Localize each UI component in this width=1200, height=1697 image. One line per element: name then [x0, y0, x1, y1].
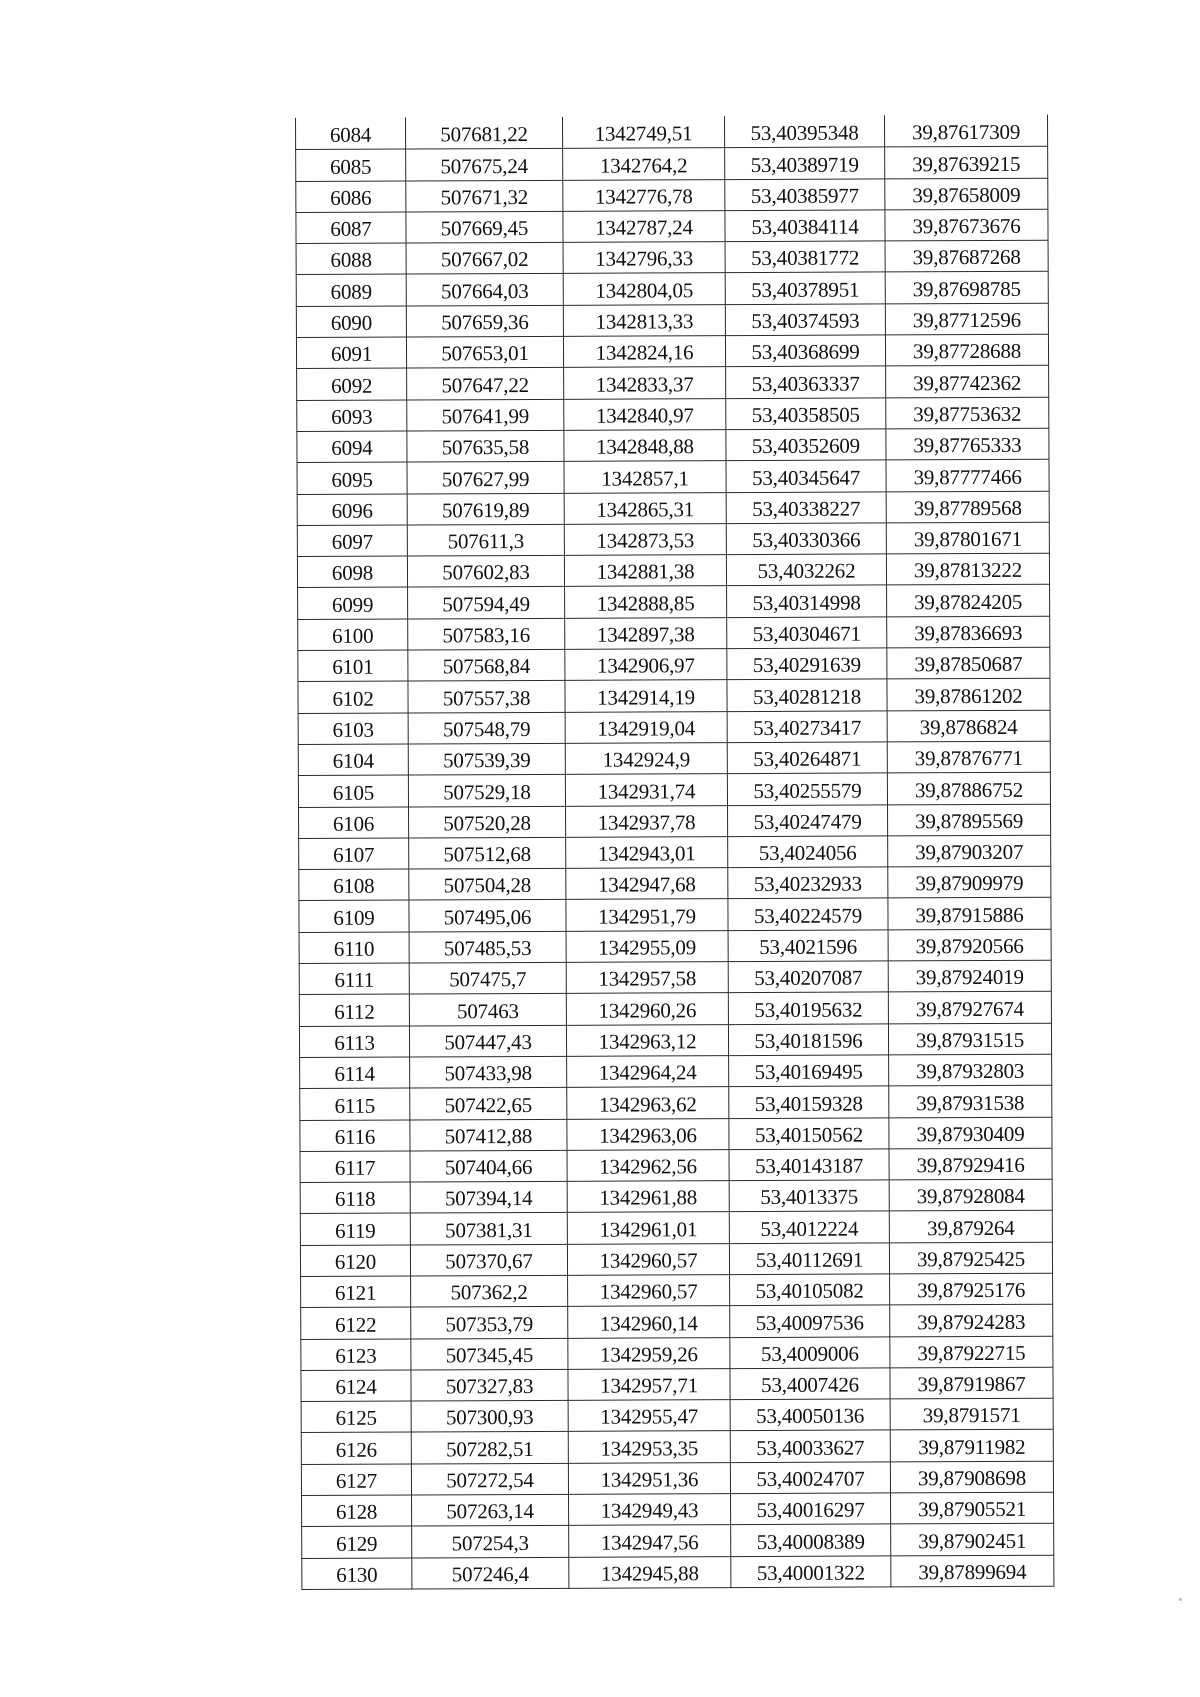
latitude-cell: 53,4024056 [728, 836, 888, 868]
point-number-cell: 6109 [299, 900, 409, 932]
x-coordinate-cell: 507263,14 [412, 1494, 569, 1526]
longitude-cell: 39,87895569 [888, 804, 1051, 836]
table-row [296, 303, 1048, 338]
longitude-cell: 39,87850687 [887, 647, 1050, 679]
longitude-cell: 39,8786824 [887, 710, 1050, 742]
latitude-cell: 53,4032262 [726, 554, 886, 586]
point-number-cell: 6104 [298, 744, 408, 776]
latitude-cell: 53,40358505 [726, 398, 886, 430]
point-number-cell: 6122 [301, 1307, 411, 1339]
x-coordinate-cell: 507647,22 [407, 368, 564, 400]
point-number-cell: 6114 [300, 1057, 410, 1089]
table-row [300, 1117, 1052, 1152]
x-coordinate-cell: 507664,03 [406, 274, 563, 306]
point-number-cell: 6085 [296, 149, 406, 181]
y-coordinate-cell: 1342924,9 [565, 743, 727, 775]
y-coordinate-cell: 1342897,38 [565, 617, 727, 649]
point-number-cell: 6096 [297, 494, 407, 526]
point-number-cell: 6108 [299, 869, 409, 901]
latitude-cell: 53,40112691 [729, 1243, 889, 1275]
point-number-cell: 6086 [296, 181, 406, 213]
longitude-cell: 39,87673676 [885, 209, 1048, 241]
table-row [296, 178, 1048, 213]
table-row [297, 366, 1049, 401]
table-row [297, 428, 1049, 463]
table-row [302, 1555, 1054, 1590]
point-number-cell: 6112 [299, 994, 409, 1026]
y-coordinate-cell: 1342955,09 [566, 930, 728, 962]
y-coordinate-cell: 1342943,01 [566, 836, 728, 868]
coordinates-table-body [296, 115, 1054, 1589]
latitude-cell: 53,40024707 [730, 1462, 890, 1494]
point-number-cell: 6130 [302, 1558, 412, 1590]
table-row [300, 1242, 1052, 1277]
table-row [299, 960, 1051, 995]
table-row [298, 679, 1050, 714]
table-row [301, 1367, 1053, 1402]
table-row [301, 1273, 1053, 1308]
longitude-cell: 39,87728688 [885, 334, 1048, 366]
x-coordinate-cell: 507557,38 [408, 681, 565, 713]
x-coordinate-cell: 507282,51 [411, 1432, 568, 1464]
point-number-cell: 6121 [301, 1276, 411, 1308]
latitude-cell: 53,40105082 [730, 1274, 890, 1306]
x-coordinate-cell: 507548,79 [408, 712, 565, 744]
x-coordinate-cell: 507394,14 [410, 1181, 567, 1213]
y-coordinate-cell: 1342960,57 [567, 1243, 729, 1275]
point-number-cell: 6084 [296, 118, 406, 150]
x-coordinate-cell: 507568,84 [408, 649, 565, 681]
longitude-cell: 39,87899694 [891, 1555, 1054, 1587]
x-coordinate-cell: 507272,54 [411, 1463, 568, 1495]
y-coordinate-cell: 1342953,35 [568, 1431, 730, 1463]
point-number-cell: 6120 [300, 1245, 410, 1277]
table-row [300, 1054, 1052, 1089]
y-coordinate-cell: 1342764,2 [563, 148, 725, 180]
scan-speck [1179, 1598, 1182, 1601]
longitude-cell: 39,87836693 [887, 616, 1050, 648]
latitude-cell: 53,40143187 [729, 1149, 889, 1181]
longitude-cell: 39,87925176 [890, 1273, 1053, 1305]
table-row [301, 1430, 1053, 1465]
table-row [298, 585, 1050, 620]
y-coordinate-cell: 1342824,16 [563, 336, 725, 368]
x-coordinate-cell: 507370,67 [410, 1244, 567, 1276]
x-coordinate-cell: 507447,43 [409, 1025, 566, 1057]
point-number-cell: 6123 [301, 1339, 411, 1371]
latitude-cell: 53,40169495 [729, 1055, 889, 1087]
table-row [299, 804, 1051, 839]
point-number-cell: 6116 [300, 1120, 410, 1152]
coordinates-table-container [295, 115, 1053, 1590]
point-number-cell: 6105 [298, 775, 408, 807]
latitude-cell: 53,40016297 [731, 1493, 891, 1525]
y-coordinate-cell: 1342848,88 [564, 430, 726, 462]
point-number-cell: 6097 [297, 525, 407, 557]
longitude-cell: 39,87861202 [887, 679, 1050, 711]
longitude-cell: 39,87753632 [886, 397, 1049, 429]
longitude-cell: 39,87742362 [886, 366, 1049, 398]
latitude-cell: 53,40381772 [725, 241, 885, 273]
latitude-cell: 53,40352609 [726, 429, 886, 461]
table-row [301, 1461, 1053, 1496]
y-coordinate-cell: 1342945,88 [569, 1556, 731, 1588]
x-coordinate-cell: 507404,66 [410, 1150, 567, 1182]
latitude-cell: 53,40195632 [728, 992, 888, 1024]
latitude-cell: 53,40008389 [731, 1524, 891, 1556]
latitude-cell: 53,40232933 [728, 867, 888, 899]
latitude-cell: 53,40255579 [727, 773, 887, 805]
point-number-cell: 6113 [299, 1026, 409, 1058]
point-number-cell: 6087 [296, 212, 406, 244]
x-coordinate-cell: 507422,65 [410, 1088, 567, 1120]
x-coordinate-cell: 507675,24 [406, 149, 563, 181]
y-coordinate-cell: 1342937,78 [566, 805, 728, 837]
y-coordinate-cell: 1342804,05 [563, 273, 725, 305]
latitude-cell: 53,4009006 [730, 1336, 890, 1368]
longitude-cell: 39,87902451 [891, 1524, 1054, 1556]
latitude-cell: 53,40363337 [726, 366, 886, 398]
table-row [296, 272, 1048, 307]
table-row [298, 772, 1050, 807]
latitude-cell: 53,40050136 [730, 1399, 890, 1431]
table-row [301, 1336, 1053, 1371]
x-coordinate-cell: 507345,45 [411, 1338, 568, 1370]
longitude-cell: 39,87924283 [890, 1304, 1053, 1336]
latitude-cell: 53,40345647 [726, 460, 886, 492]
y-coordinate-cell: 1342881,38 [564, 555, 726, 587]
point-number-cell: 6101 [298, 650, 408, 682]
x-coordinate-cell: 507300,93 [411, 1400, 568, 1432]
table-row [300, 1148, 1052, 1183]
longitude-cell: 39,87813222 [886, 553, 1049, 585]
y-coordinate-cell: 1342951,36 [568, 1462, 730, 1494]
y-coordinate-cell: 1342961,01 [567, 1212, 729, 1244]
latitude-cell: 53,40314998 [727, 585, 887, 617]
latitude-cell: 53,40374593 [725, 304, 885, 336]
x-coordinate-cell: 507671,32 [406, 180, 563, 212]
latitude-cell: 53,40368699 [725, 335, 885, 367]
longitude-cell: 39,8791571 [890, 1398, 1053, 1430]
x-coordinate-cell: 507641,99 [407, 399, 564, 431]
x-coordinate-cell: 507539,39 [408, 743, 565, 775]
longitude-cell: 39,87909979 [888, 866, 1051, 898]
point-number-cell: 6106 [299, 807, 409, 839]
x-coordinate-cell: 507463 [409, 994, 566, 1026]
point-number-cell: 6117 [300, 1151, 410, 1183]
longitude-cell: 39,87777466 [886, 459, 1049, 491]
longitude-cell: 39,87931515 [888, 1023, 1051, 1055]
x-coordinate-cell: 507611,3 [407, 524, 564, 556]
longitude-cell: 39,87801671 [886, 522, 1049, 554]
y-coordinate-cell: 1342931,74 [565, 774, 727, 806]
latitude-cell: 53,4021596 [728, 930, 888, 962]
x-coordinate-cell: 507485,53 [409, 931, 566, 963]
point-number-cell: 6118 [300, 1182, 410, 1214]
longitude-cell: 39,87824205 [887, 585, 1050, 617]
point-number-cell: 6092 [297, 368, 407, 400]
table-row [296, 334, 1048, 369]
table-row [302, 1524, 1054, 1559]
y-coordinate-cell: 1342857,1 [564, 461, 726, 493]
point-number-cell: 6095 [297, 462, 407, 494]
longitude-cell: 39,87929416 [889, 1148, 1052, 1180]
longitude-cell: 39,87922715 [890, 1336, 1053, 1368]
table-row [301, 1304, 1053, 1339]
table-row [298, 647, 1050, 682]
point-number-cell: 6107 [299, 838, 409, 870]
y-coordinate-cell: 1342873,53 [564, 523, 726, 555]
x-coordinate-cell: 507635,58 [407, 430, 564, 462]
latitude-cell: 53,40384114 [725, 210, 885, 242]
table-row [297, 522, 1049, 557]
longitude-cell: 39,87925425 [889, 1242, 1052, 1274]
x-coordinate-cell: 507495,06 [409, 900, 566, 932]
table-row [299, 929, 1051, 964]
x-coordinate-cell: 507504,28 [409, 868, 566, 900]
longitude-cell: 39,87876771 [887, 741, 1050, 773]
x-coordinate-cell: 507669,45 [406, 211, 563, 243]
longitude-cell: 39,87919867 [890, 1367, 1053, 1399]
table-row [300, 1085, 1052, 1120]
latitude-cell: 53,40395348 [724, 116, 884, 148]
x-coordinate-cell: 507246,4 [412, 1557, 569, 1589]
y-coordinate-cell: 1342959,26 [568, 1337, 730, 1369]
point-number-cell: 6099 [298, 587, 408, 619]
table-row [296, 147, 1048, 182]
longitude-cell: 39,87927674 [888, 992, 1051, 1024]
point-number-cell: 6088 [296, 243, 406, 275]
x-coordinate-cell: 507602,83 [407, 555, 564, 587]
table-row [298, 616, 1050, 651]
y-coordinate-cell: 1342947,68 [566, 868, 728, 900]
y-coordinate-cell: 1342776,78 [563, 179, 725, 211]
table-row [302, 1492, 1054, 1527]
longitude-cell: 39,87905521 [891, 1492, 1054, 1524]
table-row [296, 240, 1048, 275]
x-coordinate-cell: 507254,3 [412, 1526, 569, 1558]
longitude-cell: 39,87924019 [888, 960, 1051, 992]
x-coordinate-cell: 507659,36 [406, 305, 563, 337]
coordinates-table [295, 115, 1054, 1590]
table-row [296, 115, 1048, 150]
latitude-cell: 53,40291639 [727, 648, 887, 680]
longitude-cell: 39,87789568 [886, 491, 1049, 523]
latitude-cell: 53,40207087 [728, 961, 888, 993]
latitude-cell: 53,40159328 [729, 1086, 889, 1118]
latitude-cell: 53,40224579 [728, 898, 888, 930]
longitude-cell: 39,87932803 [889, 1054, 1052, 1086]
latitude-cell: 53,40378951 [725, 272, 885, 304]
longitude-cell: 39,87617309 [884, 115, 1047, 147]
latitude-cell: 53,4012224 [729, 1211, 889, 1243]
point-number-cell: 6128 [302, 1495, 412, 1527]
longitude-cell: 39,87712596 [885, 303, 1048, 335]
longitude-cell: 39,87911982 [890, 1430, 1053, 1462]
x-coordinate-cell: 507475,7 [409, 962, 566, 994]
latitude-cell: 53,40150562 [729, 1117, 889, 1149]
table-row [299, 1023, 1051, 1058]
x-coordinate-cell: 507353,79 [411, 1307, 568, 1339]
y-coordinate-cell: 1342955,47 [568, 1400, 730, 1432]
y-coordinate-cell: 1342963,06 [567, 1118, 729, 1150]
point-number-cell: 6115 [300, 1088, 410, 1120]
table-row [297, 491, 1049, 526]
latitude-cell: 53,40330366 [726, 523, 886, 555]
latitude-cell: 53,40338227 [726, 491, 886, 523]
point-number-cell: 6129 [302, 1526, 412, 1558]
point-number-cell: 6126 [301, 1432, 411, 1464]
y-coordinate-cell: 1342833,37 [564, 367, 726, 399]
latitude-cell: 53,40247479 [728, 804, 888, 836]
point-number-cell: 6125 [301, 1401, 411, 1433]
y-coordinate-cell: 1342840,97 [564, 398, 726, 430]
x-coordinate-cell: 507529,18 [408, 775, 565, 807]
longitude-cell: 39,87903207 [888, 835, 1051, 867]
latitude-cell: 53,40273417 [727, 711, 887, 743]
y-coordinate-cell: 1342947,56 [569, 1525, 731, 1557]
x-coordinate-cell: 507512,68 [409, 837, 566, 869]
x-coordinate-cell: 507627,99 [407, 462, 564, 494]
table-row [297, 553, 1049, 588]
y-coordinate-cell: 1342962,56 [567, 1149, 729, 1181]
y-coordinate-cell: 1342749,51 [562, 117, 724, 149]
point-number-cell: 6111 [299, 963, 409, 995]
y-coordinate-cell: 1342960,14 [568, 1306, 730, 1338]
x-coordinate-cell: 507619,89 [407, 493, 564, 525]
latitude-cell: 53,40281218 [727, 679, 887, 711]
point-number-cell: 6119 [300, 1213, 410, 1245]
y-coordinate-cell: 1342960,26 [566, 993, 728, 1025]
x-coordinate-cell: 507653,01 [406, 336, 563, 368]
point-number-cell: 6110 [299, 932, 409, 964]
y-coordinate-cell: 1342787,24 [563, 211, 725, 243]
table-row [299, 835, 1051, 870]
latitude-cell: 53,40033627 [730, 1430, 890, 1462]
y-coordinate-cell: 1342865,31 [564, 492, 726, 524]
x-coordinate-cell: 507583,16 [408, 618, 565, 650]
point-number-cell: 6094 [297, 431, 407, 463]
point-number-cell: 6103 [298, 713, 408, 745]
y-coordinate-cell: 1342951,79 [566, 899, 728, 931]
latitude-cell: 53,40304671 [727, 617, 887, 649]
y-coordinate-cell: 1342957,58 [566, 962, 728, 994]
x-coordinate-cell: 507681,22 [406, 117, 563, 149]
latitude-cell: 53,40385977 [725, 179, 885, 211]
table-row [301, 1398, 1053, 1433]
x-coordinate-cell: 507667,02 [406, 243, 563, 275]
y-coordinate-cell: 1342919,04 [565, 711, 727, 743]
longitude-cell: 39,87920566 [888, 929, 1051, 961]
point-number-cell: 6090 [296, 306, 406, 338]
y-coordinate-cell: 1342796,33 [563, 242, 725, 274]
table-row [299, 866, 1051, 901]
x-coordinate-cell: 507381,31 [410, 1213, 567, 1245]
longitude-cell: 39,87886752 [887, 772, 1050, 804]
y-coordinate-cell: 1342957,71 [568, 1368, 730, 1400]
point-number-cell: 6102 [298, 681, 408, 713]
latitude-cell: 53,4013375 [729, 1180, 889, 1212]
table-row [298, 710, 1050, 745]
longitude-cell: 39,87658009 [885, 178, 1048, 210]
longitude-cell: 39,87915886 [888, 898, 1051, 930]
table-row [299, 992, 1051, 1027]
latitude-cell: 53,40389719 [725, 147, 885, 179]
y-coordinate-cell: 1342906,97 [565, 649, 727, 681]
table-row [300, 1179, 1052, 1214]
y-coordinate-cell: 1342888,85 [565, 586, 727, 618]
longitude-cell: 39,87931538 [889, 1085, 1052, 1117]
x-coordinate-cell: 507412,88 [410, 1119, 567, 1151]
latitude-cell: 53,40181596 [728, 1024, 888, 1056]
latitude-cell: 53,40264871 [727, 742, 887, 774]
longitude-cell: 39,87908698 [890, 1461, 1053, 1493]
table-row [299, 898, 1051, 933]
y-coordinate-cell: 1342963,62 [567, 1087, 729, 1119]
point-number-cell: 6100 [298, 619, 408, 651]
point-number-cell: 6098 [297, 556, 407, 588]
point-number-cell: 6089 [296, 275, 406, 307]
table-row [298, 741, 1050, 776]
point-number-cell: 6091 [296, 337, 406, 369]
point-number-cell: 6093 [297, 400, 407, 432]
longitude-cell: 39,87698785 [885, 272, 1048, 304]
x-coordinate-cell: 507520,28 [409, 806, 566, 838]
longitude-cell: 39,87930409 [889, 1117, 1052, 1149]
table-row [296, 209, 1048, 244]
x-coordinate-cell: 507594,49 [408, 587, 565, 619]
point-number-cell: 6124 [301, 1370, 411, 1402]
latitude-cell: 53,40001322 [731, 1556, 891, 1588]
longitude-cell: 39,87765333 [886, 428, 1049, 460]
longitude-cell: 39,879264 [889, 1211, 1052, 1243]
y-coordinate-cell: 1342960,57 [568, 1275, 730, 1307]
longitude-cell: 39,87687268 [885, 240, 1048, 272]
x-coordinate-cell: 507327,83 [411, 1369, 568, 1401]
x-coordinate-cell: 507433,98 [410, 1056, 567, 1088]
longitude-cell: 39,87928084 [889, 1179, 1052, 1211]
y-coordinate-cell: 1342949,43 [569, 1494, 731, 1526]
y-coordinate-cell: 1342964,24 [567, 1056, 729, 1088]
table-row [300, 1211, 1052, 1246]
latitude-cell: 53,4007426 [730, 1368, 890, 1400]
y-coordinate-cell: 1342961,88 [567, 1181, 729, 1213]
table-row [297, 459, 1049, 494]
x-coordinate-cell: 507362,2 [411, 1275, 568, 1307]
point-number-cell: 6127 [301, 1464, 411, 1496]
y-coordinate-cell: 1342813,33 [563, 304, 725, 336]
longitude-cell: 39,87639215 [885, 147, 1048, 179]
latitude-cell: 53,40097536 [730, 1305, 890, 1337]
y-coordinate-cell: 1342963,12 [566, 1024, 728, 1056]
y-coordinate-cell: 1342914,19 [565, 680, 727, 712]
table-row [297, 397, 1049, 432]
